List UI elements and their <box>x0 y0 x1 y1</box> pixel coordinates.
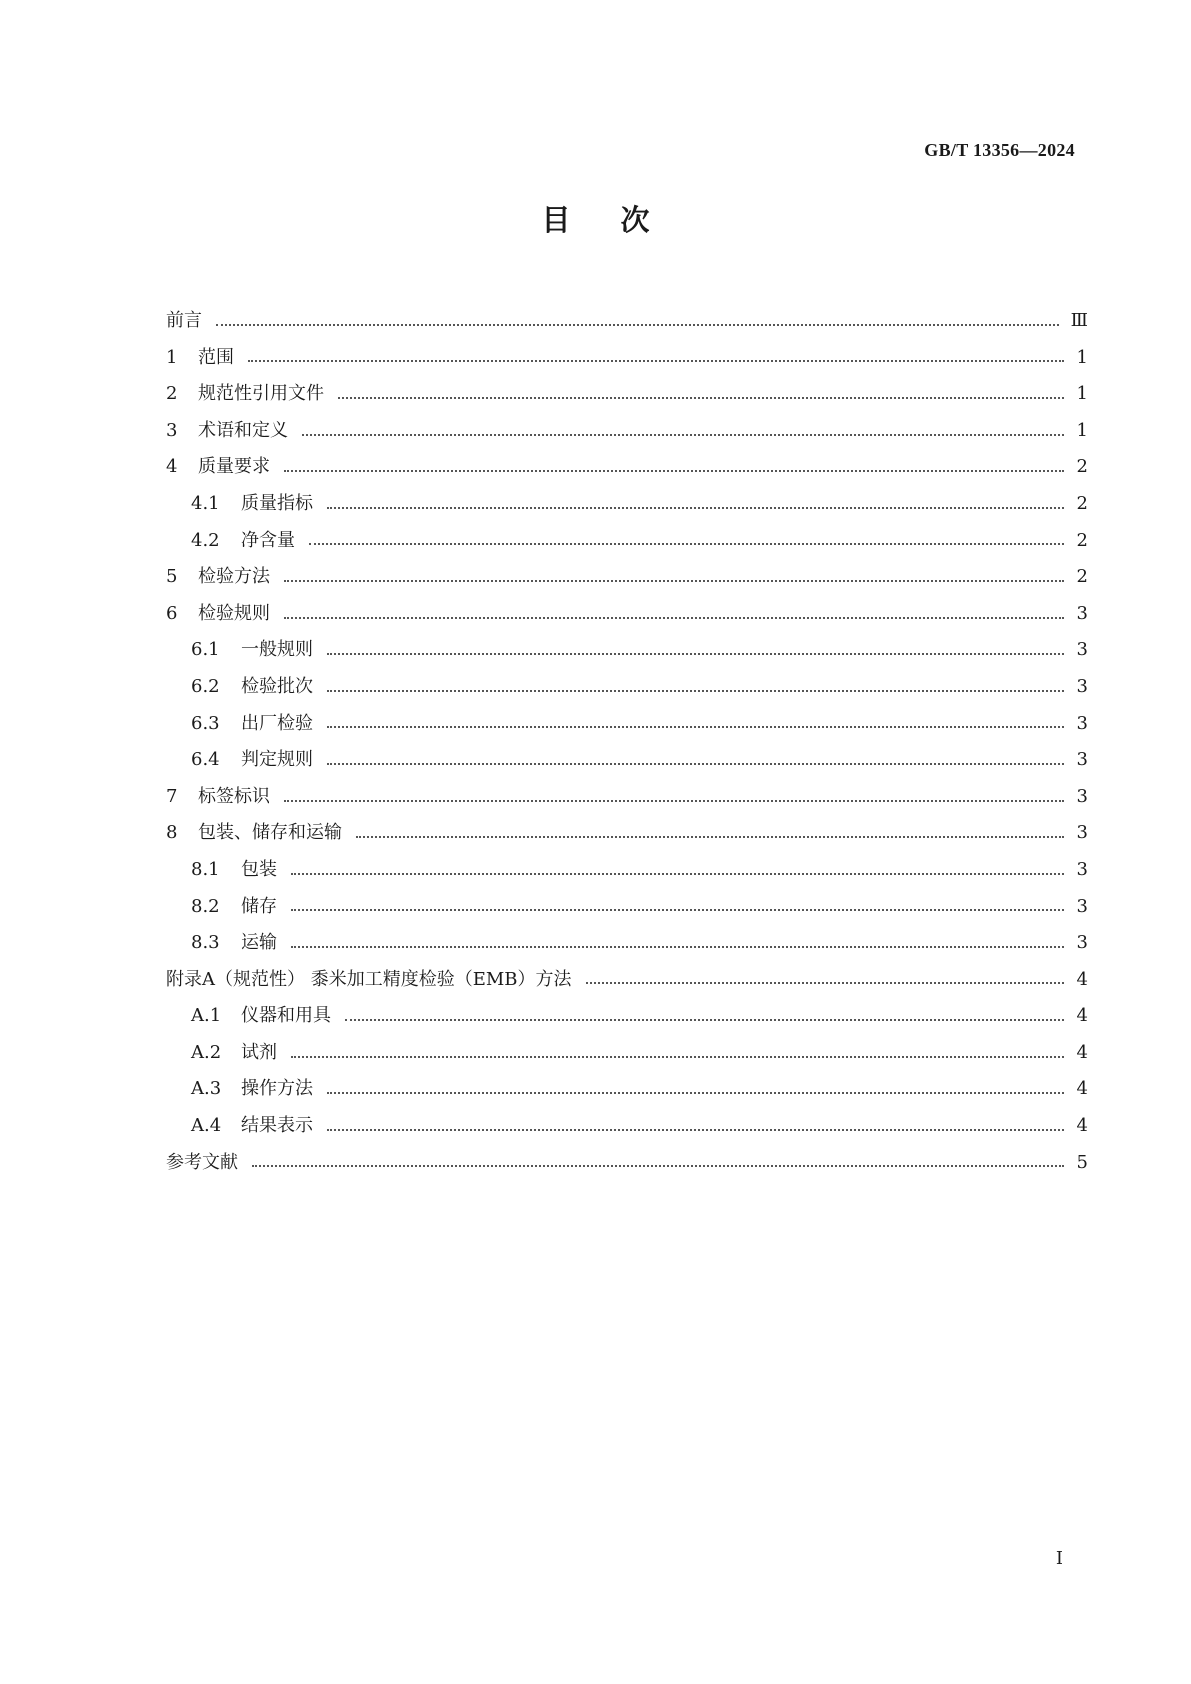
toc-entry[interactable] <box>166 632 1088 669</box>
toc-entry[interactable] <box>166 486 1088 523</box>
toc-entry-page: 4 <box>1076 1078 1088 1100</box>
toc-entry[interactable] <box>166 962 1088 999</box>
dot-leader <box>216 323 1059 326</box>
toc-entry-title: 质量指标 <box>241 492 313 514</box>
dot-leader <box>309 542 1064 545</box>
toc-entry-number: A.1 <box>191 1005 222 1027</box>
toc-entry[interactable] <box>166 596 1088 633</box>
toc-entry[interactable] <box>166 779 1088 816</box>
standard-code: GB/T 13356—2024 <box>924 140 1075 160</box>
dot-leader <box>291 908 1064 911</box>
dot-leader <box>338 396 1064 399</box>
dot-leader <box>252 1164 1064 1167</box>
toc-entry[interactable] <box>166 559 1088 596</box>
toc-entry-number: 6.4 <box>191 749 220 771</box>
toc-entry-page: 5 <box>1076 1151 1088 1173</box>
toc-entry[interactable] <box>166 1145 1088 1182</box>
toc-entry-title: 包装 <box>241 858 277 880</box>
toc-entry[interactable] <box>166 706 1088 743</box>
dot-leader <box>327 762 1064 765</box>
toc-entry-title: 包装、储存和运输 <box>198 822 342 844</box>
toc-entry-number: 6.2 <box>191 675 220 697</box>
toc-entry-page: 3 <box>1076 822 1088 844</box>
toc-entry[interactable] <box>166 523 1088 560</box>
toc-entry-page: Ⅲ <box>1070 310 1088 331</box>
dot-leader <box>291 872 1064 875</box>
dot-leader <box>586 981 1064 984</box>
toc-entry[interactable] <box>166 815 1088 852</box>
toc-entry-page: 1 <box>1076 383 1088 405</box>
toc-entry-page: 3 <box>1076 785 1088 807</box>
toc-entry[interactable] <box>166 1035 1088 1072</box>
dot-leader <box>356 835 1064 838</box>
toc-entry-title: 试剂 <box>241 1041 277 1063</box>
toc-entry-title: 前言 <box>166 310 202 331</box>
toc-entry-number: 2 <box>166 383 178 405</box>
toc-entry-page: 1 <box>1076 419 1088 441</box>
toc-entry-number: 6.1 <box>191 639 220 661</box>
toc-entry-page: 3 <box>1076 932 1088 954</box>
toc-entry[interactable] <box>166 376 1088 413</box>
dot-leader <box>284 616 1064 619</box>
dot-leader <box>248 359 1064 362</box>
toc-entry-number: A.2 <box>191 1041 222 1063</box>
toc-title: 目次 <box>541 203 700 237</box>
dot-leader <box>327 689 1064 692</box>
dot-leader <box>327 1091 1064 1094</box>
dot-leader <box>327 725 1064 728</box>
toc-entry[interactable] <box>166 340 1088 377</box>
toc-entry-title: 参考文献 <box>166 1151 238 1173</box>
toc-entry[interactable] <box>166 1071 1088 1108</box>
toc-entry-number: 5 <box>166 566 178 588</box>
toc-entry-title: 储存 <box>241 895 277 917</box>
toc-entry[interactable] <box>166 852 1088 889</box>
toc-entry-title: 规范性引用文件 <box>198 383 324 405</box>
toc-entry-page: 3 <box>1076 675 1088 697</box>
toc-entry-number: A.4 <box>191 1115 222 1137</box>
toc-entry-page: 3 <box>1076 639 1088 661</box>
toc-entry[interactable] <box>166 925 1088 962</box>
toc-entry-title: 质量要求 <box>198 456 270 478</box>
toc-entry-title: 一般规则 <box>241 639 313 661</box>
toc-entry-number: A.3 <box>191 1078 222 1100</box>
toc-entry-number: 6 <box>166 602 178 624</box>
toc-entry-title: 净含量 <box>241 529 295 551</box>
toc-entry[interactable] <box>166 449 1088 486</box>
toc-entry-title: 术语和定义 <box>198 419 288 441</box>
toc-entry-number: 1 <box>166 346 178 368</box>
toc-entry-title: 检验规则 <box>198 602 270 624</box>
toc-entry-title: 附录A（规范性） 黍米加工精度检验（EMB）方法 <box>166 968 572 990</box>
dot-leader <box>284 469 1064 472</box>
toc-entry-title: 判定规则 <box>241 749 313 771</box>
toc-entry-title: 运输 <box>241 932 277 954</box>
toc-entry[interactable] <box>166 303 1088 340</box>
toc-entry-page: 2 <box>1076 529 1088 551</box>
toc-entry-page: 3 <box>1076 895 1088 917</box>
toc-entry-title: 结果表示 <box>241 1115 313 1137</box>
toc-entry[interactable] <box>166 742 1088 779</box>
dot-leader <box>291 1055 1064 1058</box>
dot-leader <box>302 433 1064 436</box>
toc-entry[interactable] <box>166 669 1088 706</box>
toc-entry-page: 4 <box>1076 968 1088 990</box>
toc-entry-number: 7 <box>166 785 178 807</box>
toc-entry-title: 仪器和用具 <box>241 1005 331 1027</box>
toc-entry-number: 8.3 <box>191 932 220 954</box>
toc-entry[interactable] <box>166 998 1088 1035</box>
toc-entry-number: 6.3 <box>191 712 220 734</box>
toc-entry[interactable] <box>166 413 1088 450</box>
toc-entry[interactable] <box>166 1108 1088 1145</box>
toc-entry-page: 3 <box>1076 712 1088 734</box>
toc-entry-number: 4.2 <box>191 529 220 551</box>
toc-entry-title: 出厂检验 <box>241 712 313 734</box>
toc-entry-title: 检验方法 <box>198 566 270 588</box>
dot-leader <box>327 652 1064 655</box>
toc-entry[interactable] <box>166 889 1088 926</box>
table-of-contents <box>166 303 1088 1181</box>
toc-entry-page: 2 <box>1076 566 1088 588</box>
toc-entry-page: 3 <box>1076 858 1088 880</box>
toc-entry-number: 4 <box>166 456 178 478</box>
toc-entry-title: 标签标识 <box>198 785 270 807</box>
toc-entry-title: 操作方法 <box>241 1078 313 1100</box>
toc-entry-page: 4 <box>1076 1115 1088 1137</box>
toc-entry-page: 3 <box>1076 749 1088 771</box>
dot-leader <box>291 945 1064 948</box>
toc-entry-number: 8 <box>166 822 178 844</box>
toc-entry-number: 8.2 <box>191 895 220 917</box>
dot-leader <box>327 506 1064 509</box>
toc-entry-page: 4 <box>1076 1041 1088 1063</box>
toc-entry-page: 4 <box>1076 1005 1088 1027</box>
dot-leader <box>284 579 1064 582</box>
toc-entry-number: 8.1 <box>191 858 220 880</box>
toc-entry-title: 范围 <box>198 346 234 368</box>
toc-entry-number: 3 <box>166 419 178 441</box>
toc-entry-page: 3 <box>1076 602 1088 624</box>
dot-leader <box>327 1128 1064 1131</box>
toc-entry-page: 2 <box>1076 492 1088 514</box>
dot-leader <box>345 1018 1064 1021</box>
toc-entry-number: 4.1 <box>191 492 220 514</box>
toc-entry-title: 检验批次 <box>241 675 313 697</box>
toc-entry-page: 2 <box>1076 456 1088 478</box>
dot-leader <box>284 799 1064 802</box>
page-number: Ⅰ <box>1055 1548 1063 1568</box>
toc-entry-page: 1 <box>1076 346 1088 368</box>
